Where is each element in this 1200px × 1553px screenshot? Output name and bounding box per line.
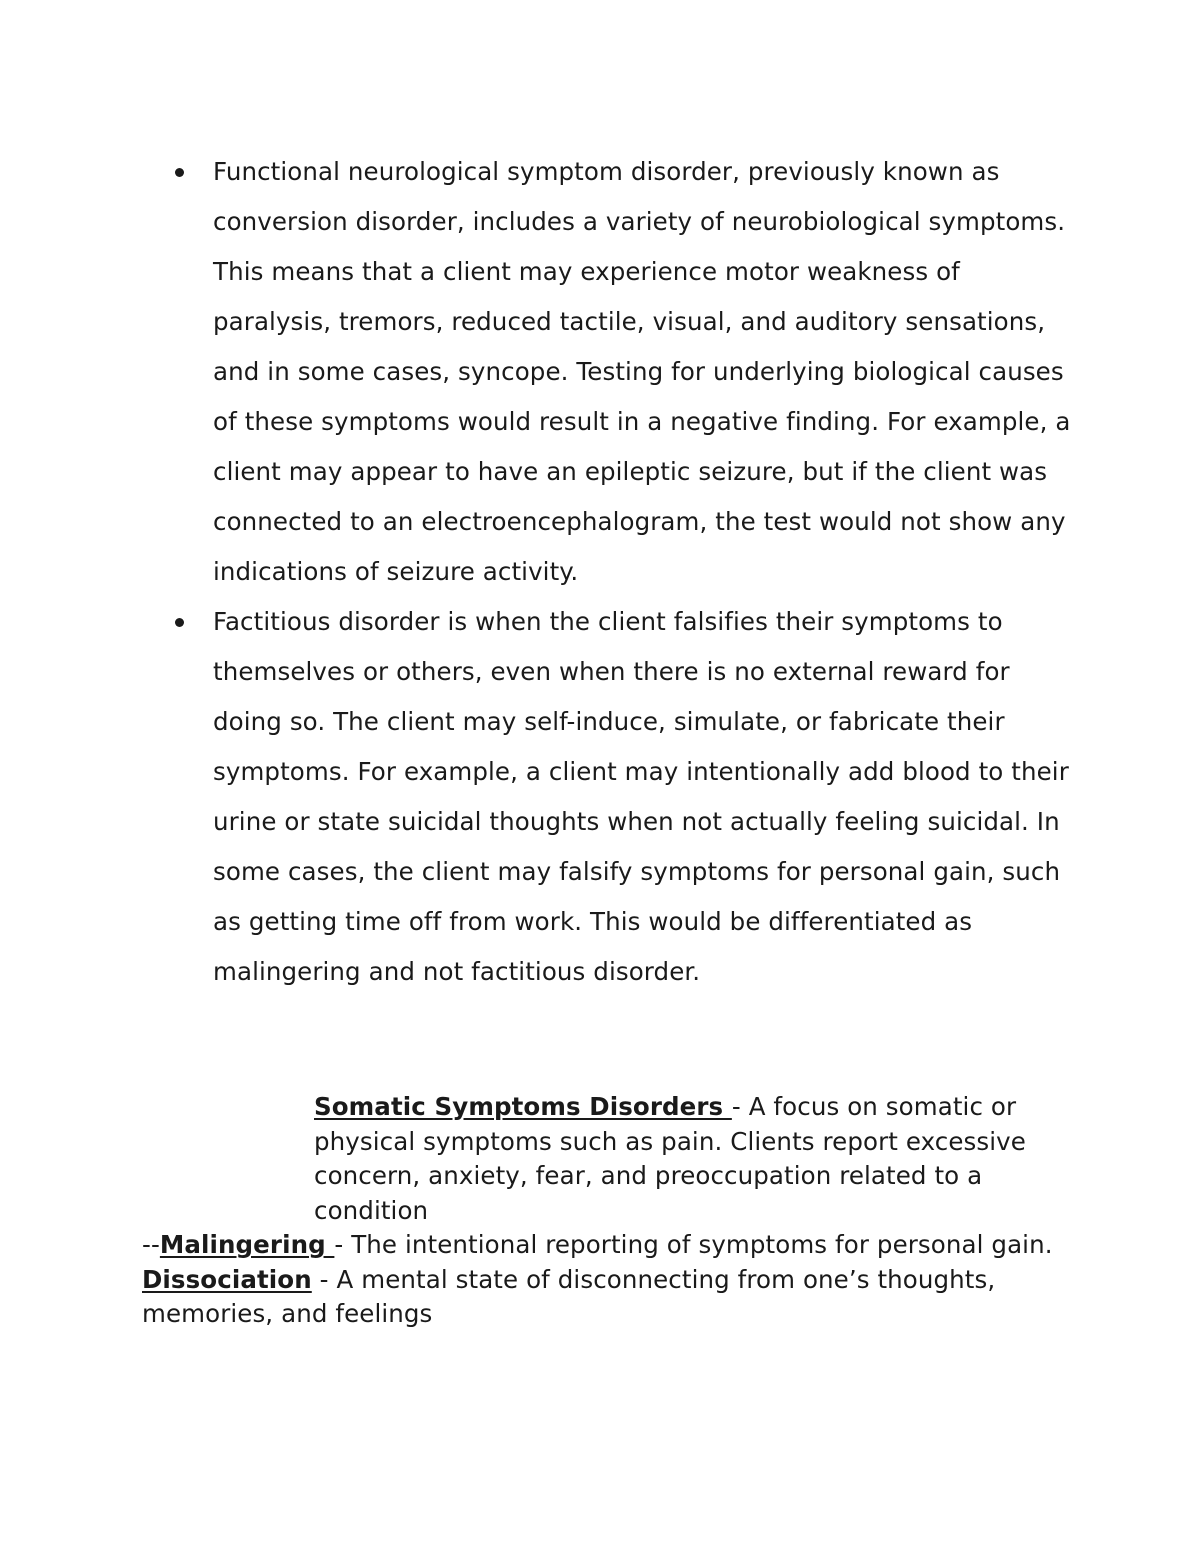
- definition-malingering: [142, 1228, 1062, 1263]
- term-dissociation: Dissociation: [142, 1264, 312, 1294]
- bullet-text: Factitious disorder is when the client falsifies their symptoms to themselves or others, even when there is no external reward for doing so. The client may self-induce, simulate, or fabricate their symptoms. For example, a client may intentionally add blood to their urine or state suicidal thoughts when not actually feeling suicidal. In some cases, the client may falsify symptoms for personal gain, such as getting time off from work. This would be differentiated as malingering and not factitious disorder.: [213, 607, 1069, 986]
- bullet-icon: [175, 618, 184, 627]
- definition-prefix: --: [142, 1230, 160, 1259]
- definition-text: - A mental state of disconnecting from one’s thoughts, memories, and feelings: [142, 1264, 996, 1328]
- definition-text: - The intentional reporting of symptoms for personal gain.: [334, 1230, 1053, 1259]
- definition-text: - A focus on somatic or physical symptoms such as pain. Clients report excessive concern, anxiety, fear, and preoccupation related to a condition: [314, 1092, 1026, 1225]
- bullet-list: [213, 147, 1073, 997]
- term-malingering: Malingering: [159, 1230, 335, 1259]
- bullet-item-functional-neurological: [213, 147, 1073, 597]
- definition-dissociation: [142, 1263, 1062, 1332]
- bullet-item-factitious-disorder: [213, 597, 1073, 997]
- bullet-icon: [175, 168, 184, 177]
- definition-somatic-symptoms: [142, 1090, 1062, 1228]
- definitions-section: [142, 1090, 1062, 1332]
- term-somatic-symptoms-disorders: Somatic Symptoms Disorders: [314, 1092, 732, 1121]
- bullet-text: Functional neurological symptom disorder, previously known as conversion disorder, includes a variety of neurobiological symptoms. This means that a client may experience motor weakness of paralysis, tremors, reduced tactile, visual, and auditory sensations, and in some cases, syncope. Testing for underlying biological causes of these symptoms would result in a negative finding. For example, a client may appear to have an epileptic seizure, but if the client was connected to an electroencephalogram, the test would not show any indications of seizure activity.: [213, 157, 1071, 586]
